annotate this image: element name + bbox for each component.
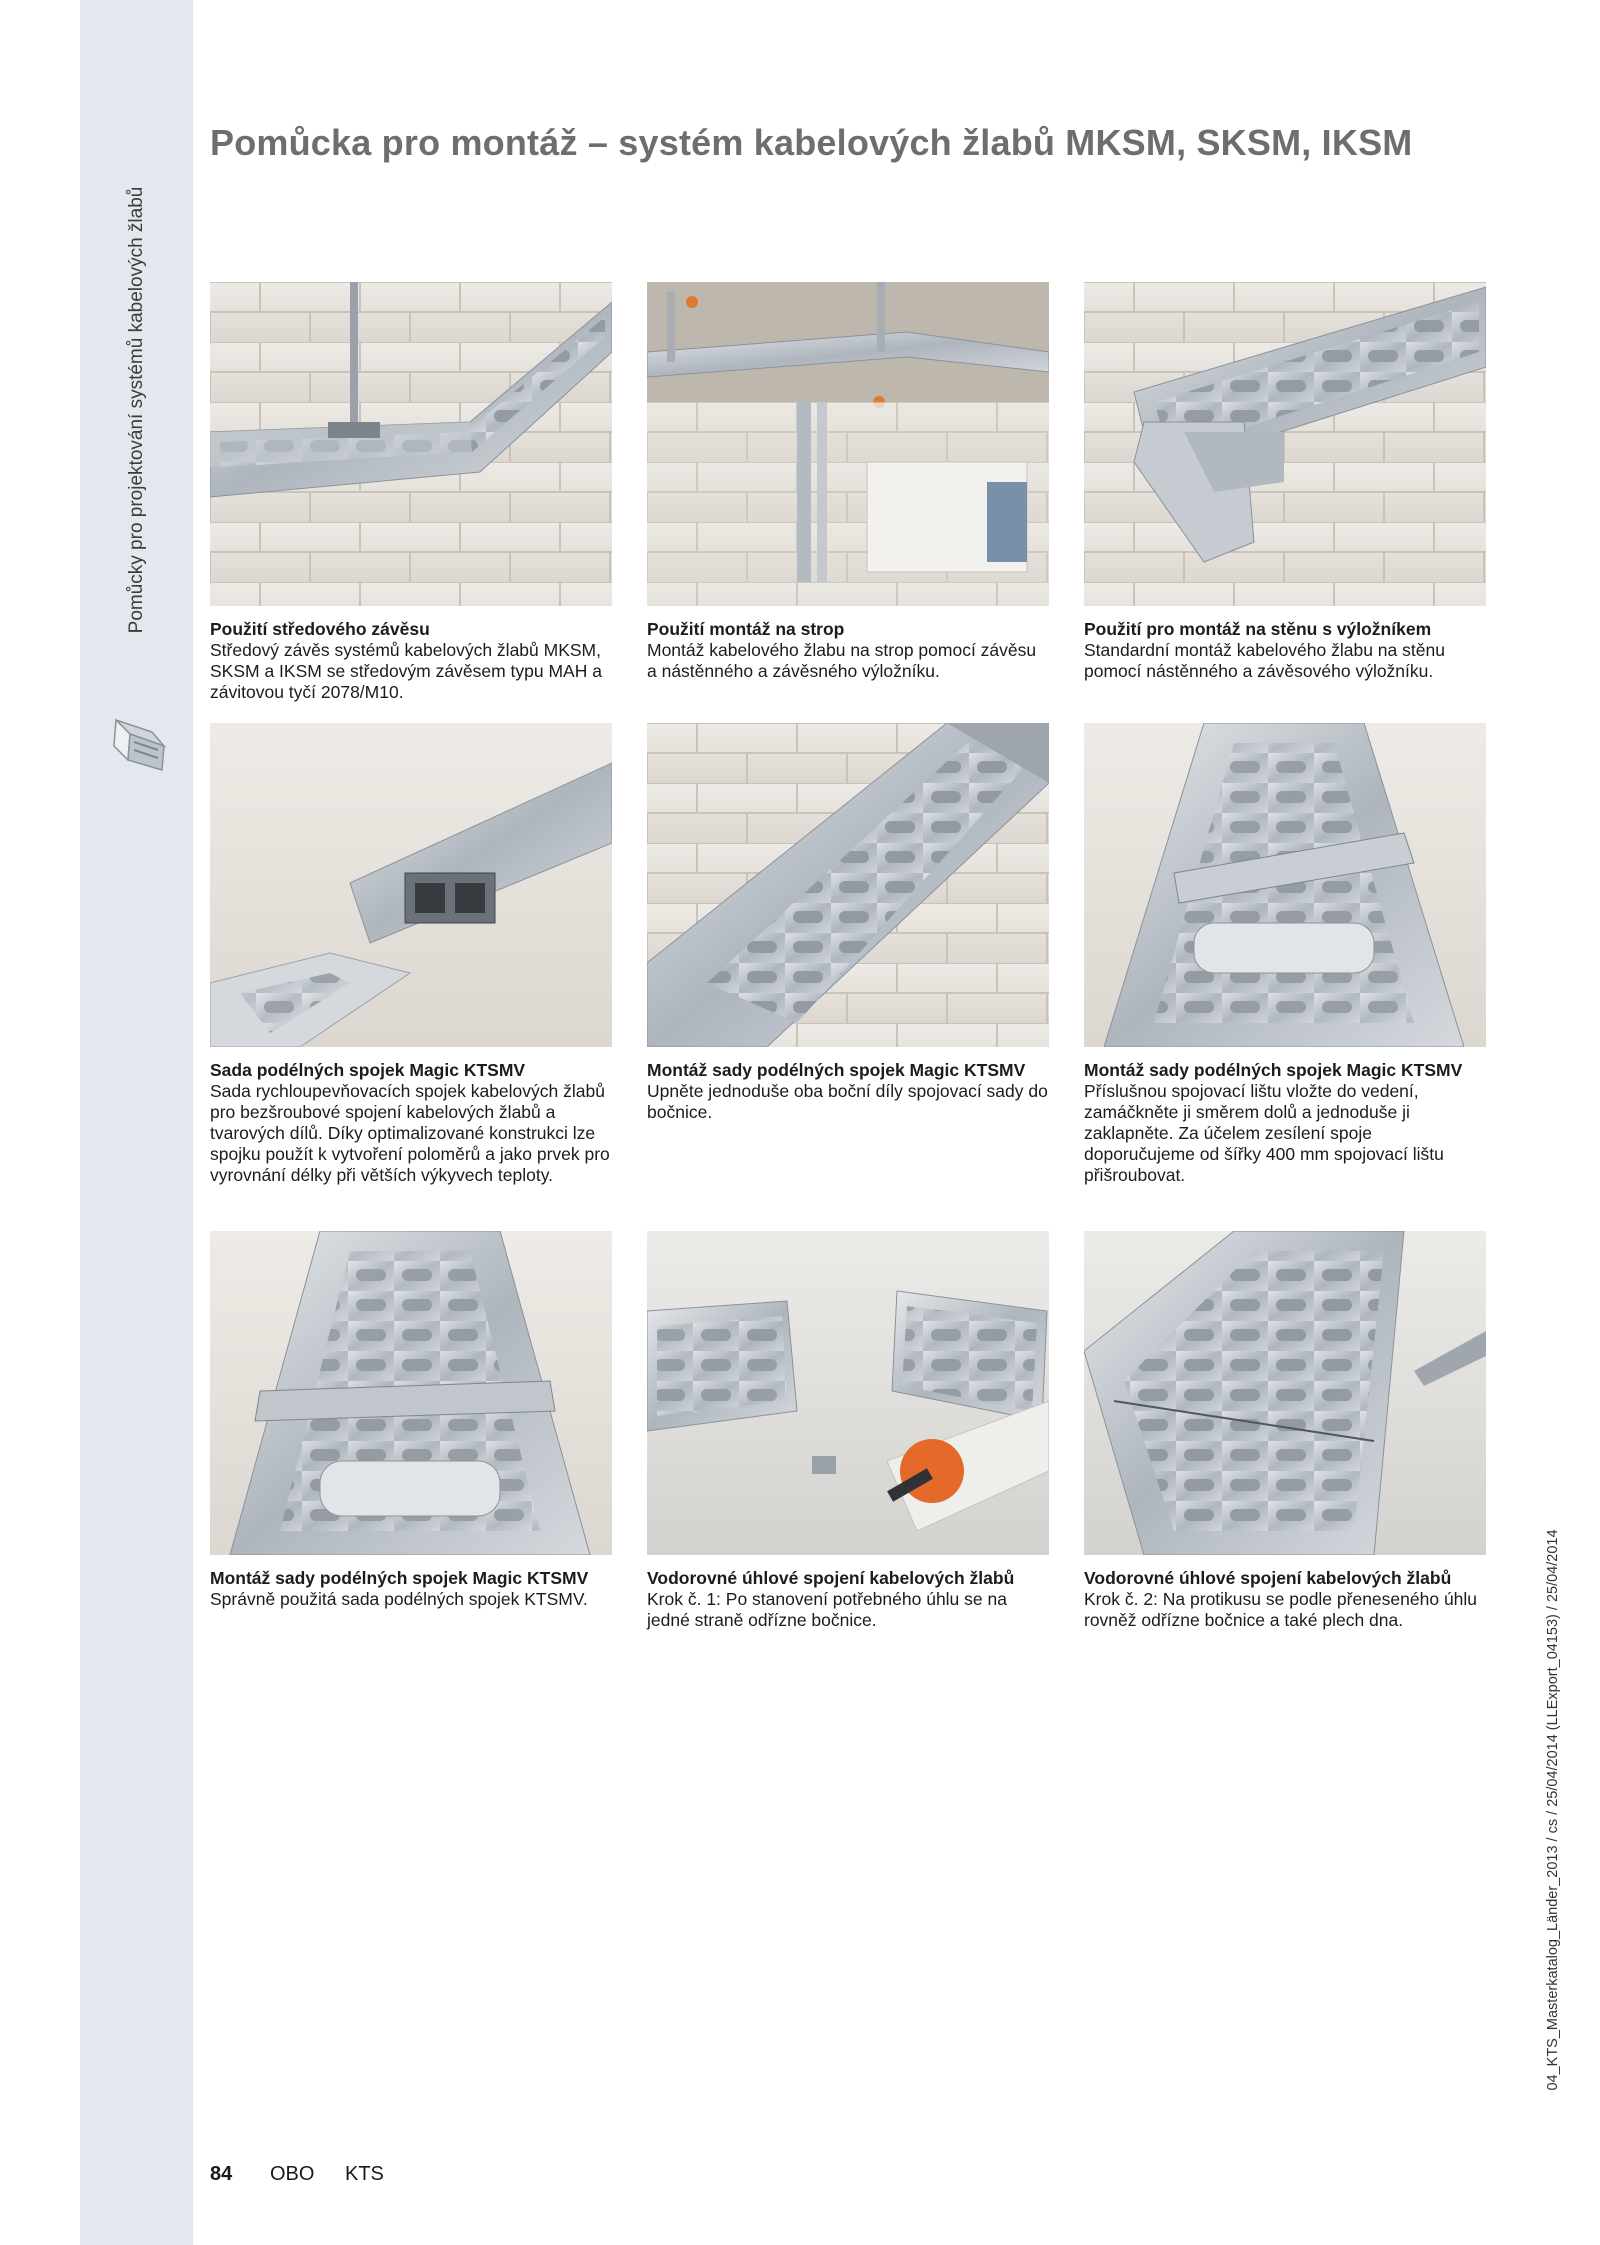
photo-magic-mount-1: [647, 723, 1049, 1047]
footer-brand: OBO: [270, 2163, 315, 2185]
photo-magic-set: [210, 723, 612, 1047]
card-magic-mount-1: [647, 723, 1049, 1123]
card-title: Vodorovné úhlové spojení kabelových žlabů: [647, 1568, 1015, 1588]
card-title: Montáž sady podélných spojek Magic KTSMV: [1084, 1060, 1463, 1080]
card-angle-step-2: [1084, 1231, 1486, 1631]
card-title: Použití středového závěsu: [210, 619, 430, 639]
card-body: Příslušnou spojovací lištu vložte do vedení, zamáčkněte ji směrem dolů a jednoduše ji zaklapněte. Za účelem zesílení spoje doporučujeme od šířky 400 mm spojovací lištu přišroubovat.: [1084, 1081, 1444, 1185]
card-body: Správně použitá sada podélných spojek KTSMV.: [210, 1589, 588, 1609]
card-wall-mount: [1084, 282, 1486, 682]
card-title: Montáž sady podélných spojek Magic KTSMV: [647, 1060, 1026, 1080]
card-center-hanger: [210, 282, 612, 703]
print-metadata: 04_KTS_Masterkatalog_Länder_2013 / cs / 25/04/2014 (LLExport_04153) / 25/04/2014: [1545, 1529, 1561, 2091]
photo-magic-mount-2: [1084, 723, 1486, 1047]
card-body: Sada rychloupevňovacích spojek kabelových žlabů pro bezšroubové spojení kabelových žlabů a tvarových dílů. Díky optimalizované konstrukci lze spojku použít k vytvoření poloměrů a jako prvek pro vyrovnání délky při větších výkyvech teploty.: [210, 1081, 610, 1185]
card-body: Středový závěs systémů kabelových žlabů MKSM, SKSM a IKSM se středovým závěsem typu MAH a závitovou tyčí 2078/M10.: [210, 640, 602, 702]
card-angle-step-1: [647, 1231, 1049, 1631]
card-body: Krok č. 1: Po stanovení potřebného úhlu se na jedné straně odřízne bočnice.: [647, 1589, 1007, 1630]
card-title: Použití pro montáž na stěnu s výložníkem: [1084, 619, 1432, 639]
card-body: Standardní montáž kabelového žlabu na stěnu pomocí nástěnného a závěsového výložníku.: [1084, 640, 1445, 681]
footer-section: KTS: [345, 2163, 384, 2185]
page-number: 84: [210, 2163, 233, 2185]
card-body: Krok č. 2: Na protikusu se podle přeneseného úhlu rovněž odřízne bočnice a také plech dna.: [1084, 1589, 1478, 1630]
photo-wall-mount: [1084, 282, 1486, 606]
card-title: Montáž sady podélných spojek Magic KTSMV: [210, 1568, 589, 1588]
card-title: Použití montáž na strop: [647, 619, 845, 639]
card-body: Upněte jednoduše oba boční díly spojovací sady do bočnice.: [647, 1081, 1048, 1122]
page-title: Pomůcka pro montáž – systém kabelových žlabů MKSM, SKSM, IKSM: [210, 122, 1413, 163]
card-magic-done: [210, 1231, 612, 1610]
photo-angle-step-1: [647, 1231, 1049, 1555]
card-body: Montáž kabelového žlabu na strop pomocí závěsu a nástěnného a závěsného výložníku.: [647, 640, 1037, 681]
sidebar-text: Pomůcky pro projektování systémů kabelových žlabů: [126, 186, 147, 634]
card-magic-mount-2: [1084, 723, 1486, 1186]
card-title: Sada podélných spojek Magic KTSMV: [210, 1060, 526, 1080]
photo-angle-step-2: [1084, 1231, 1486, 1555]
card-magic-set: [210, 723, 612, 1186]
cable-tray-logo-icon: [112, 712, 168, 772]
card-title: Vodorovné úhlové spojení kabelových žlabů: [1084, 1568, 1452, 1588]
photo-center-hanger: [210, 282, 612, 606]
card-ceiling-mount: [647, 282, 1049, 682]
photo-magic-done: [210, 1231, 612, 1555]
photo-ceiling-mount: [647, 282, 1049, 606]
